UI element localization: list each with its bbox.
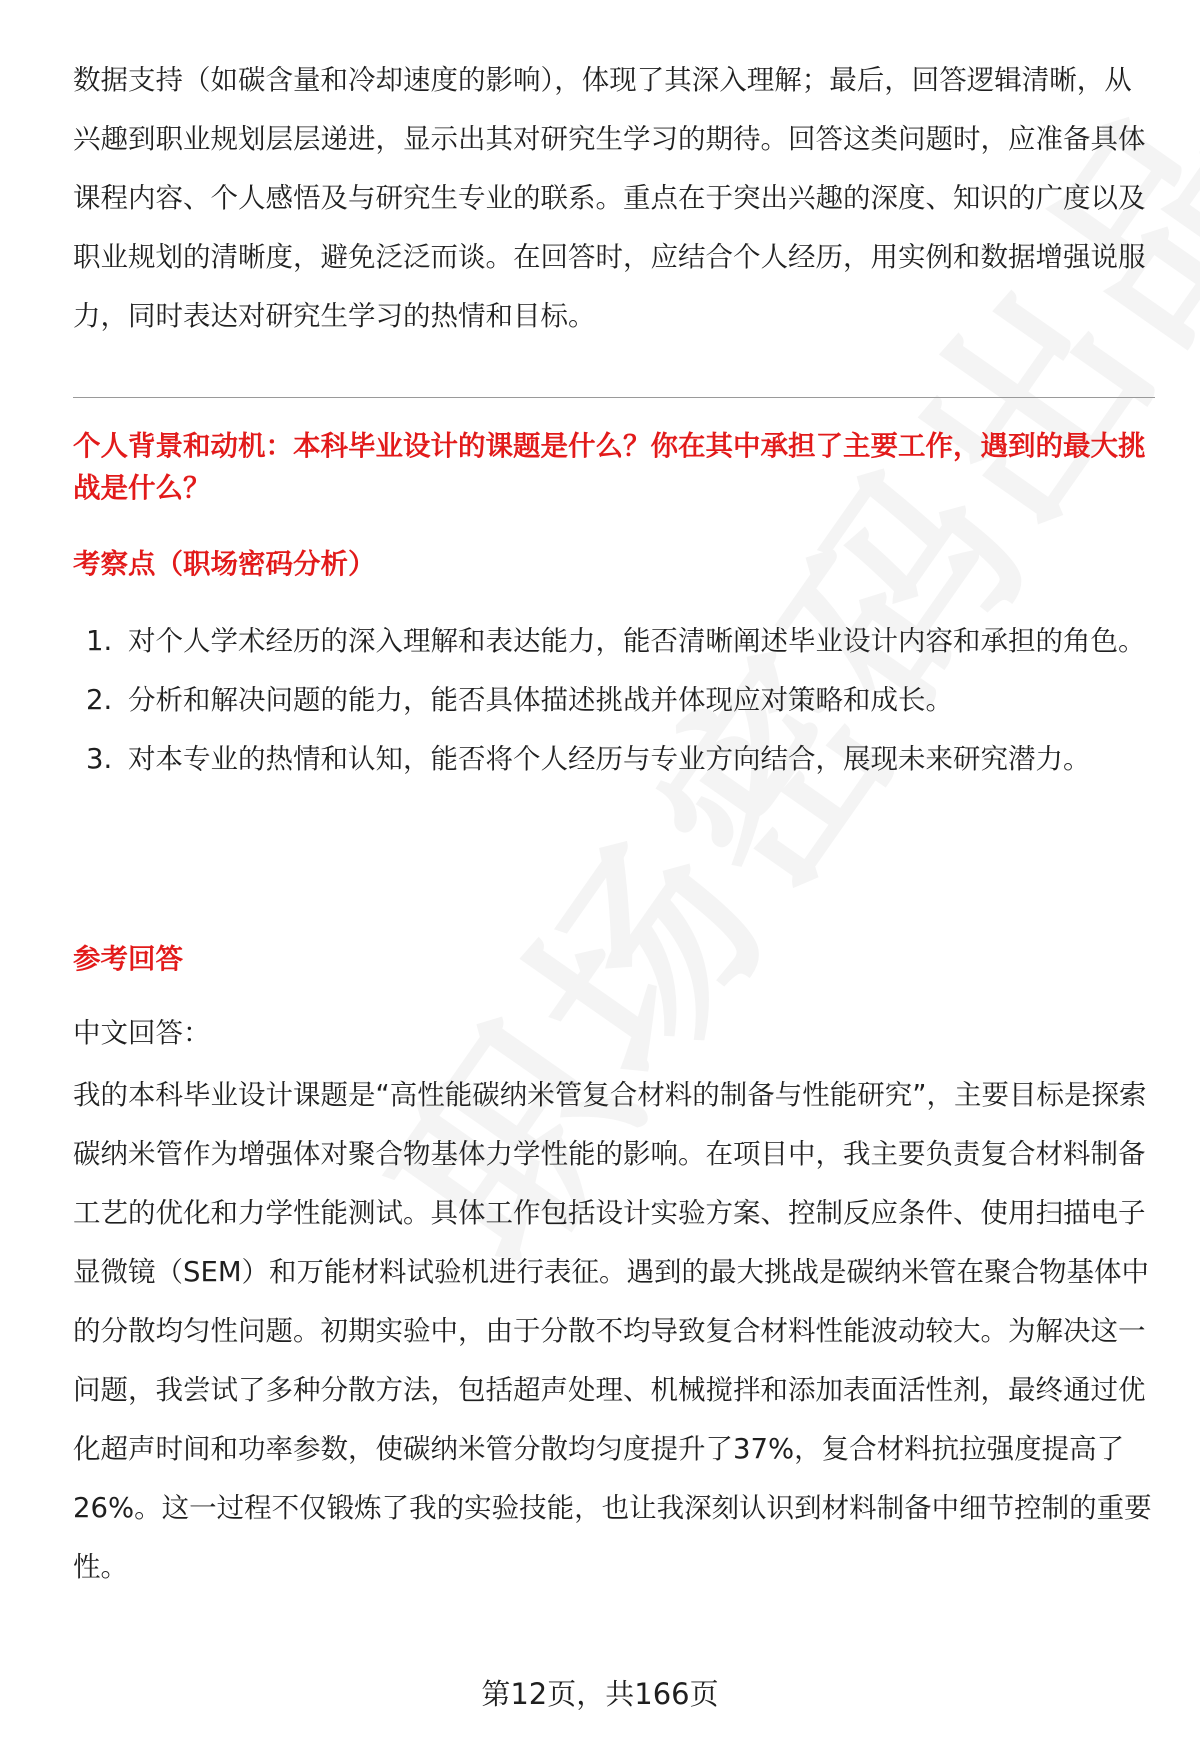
list-item-text: 对本专业的热情和认知，能否将个人经历与专业方向结合，展现未来研究潜力。 [128, 743, 1091, 775]
reference-heading: 参考回答 [73, 943, 183, 975]
list-number: 2. [86, 684, 113, 716]
list-number: 1. [86, 625, 113, 657]
list-item [73, 671, 1153, 730]
question-heading: 个人背景和动机：本科毕业设计的课题是什么？你在其中承担了主要工作，遇到的最大挑战是什么？ [73, 430, 1146, 504]
answer-language-label: 中文回答： [73, 1017, 211, 1049]
list-item-text: 分析和解决问题的能力，能否具体描述挑战并体现应对策略和成长。 [128, 684, 953, 716]
list-item [73, 612, 1153, 671]
answer-paragraph: 我的本科毕业设计课题是“高性能碳纳米管复合材料的制备与性能研究”，主要目标是探索碳纳米管作为增强体对聚合物基体力学性能的影响。在项目中，我主要负责复合材料制备工艺的优化和力学性能测试。具体工作包括设计实验方案、控制反应条件、使用扫描电子显微镜（SEM）和万能材料试验机进行表征。遇到的最大挑战是碳纳米管在聚合物基体中的分散均匀性问题。初期实验中，由于分散不均导致复合材料性能波动较大。为解决这一问题，我尝试了多种分散方法，包括超声处理、机械搅拌和添加表面活性剂，最终通过优化超声时间和功率参数，使碳纳米管分散均匀度提升了37%，复合材料抗拉强度提高了26%。这一过程不仅锻炼了我的实验技能，也让我深刻认识到材料制备中细节控制的重要性。 [73, 1079, 1152, 1583]
assessment-heading: 考察点（职场密码分析） [73, 548, 376, 580]
page-number: 第12页，共166页 [481, 1677, 719, 1711]
intro-paragraph: 数据支持（如碳含量和冷却速度的影响），体现了其深入理解；最后，回答逻辑清晰，从兴趣到职业规划层层递进，显示出其对研究生学习的期待。回答这类问题时，应准备具体课程内容、个人感悟及与研究生专业的联系。重点在于突出兴趣的深度、知识的广度以及职业规划的清晰度，避免泛泛而谈。在回答时，应结合个人经历，用实例和数据增强说服力，同时表达对研究生学习的热情和目标。 [73, 64, 1146, 332]
list-item [73, 730, 1153, 789]
list-item-text: 对个人学术经历的深入理解和表达能力，能否清晰阐述毕业设计内容和承担的角色。 [128, 625, 1146, 657]
assessment-list [73, 612, 1153, 789]
list-number: 3. [86, 743, 113, 775]
section-divider [73, 397, 1155, 398]
